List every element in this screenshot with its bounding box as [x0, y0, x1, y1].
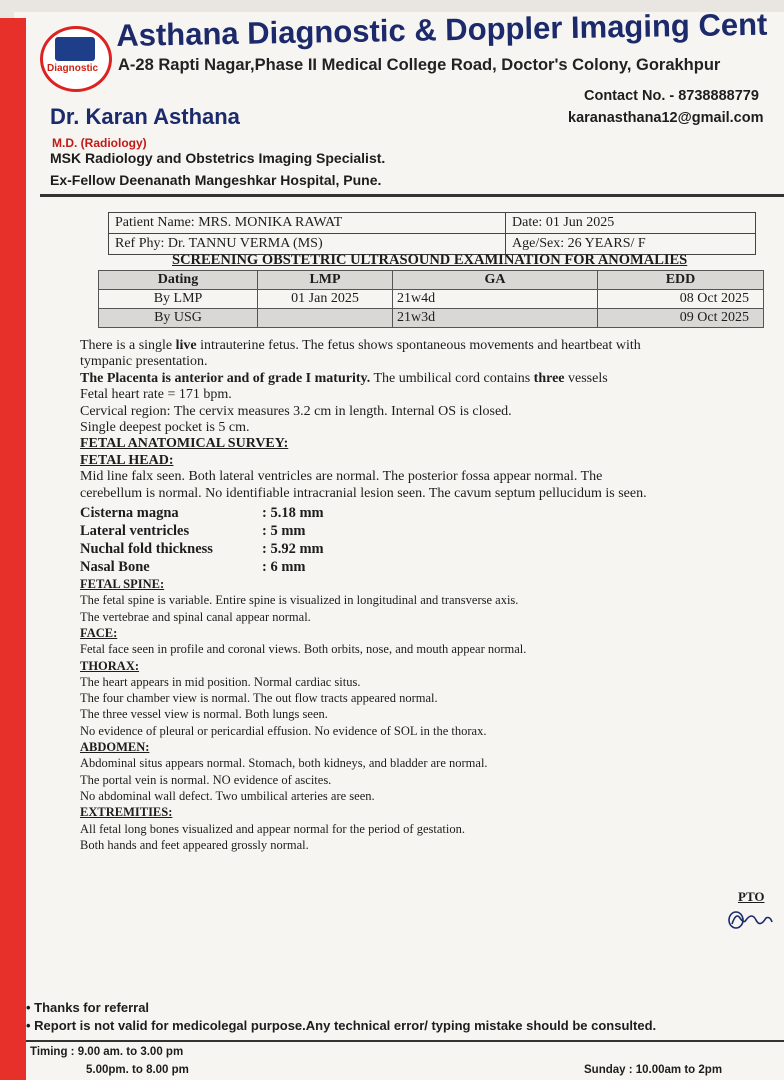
text-span: three [533, 370, 565, 386]
pto-label: PTO [738, 889, 765, 904]
measurement-label: Nuchal fold thickness [80, 541, 213, 558]
measurement-value: : 5.92 mm [262, 541, 324, 558]
report-date: Date: 01 Jun 2025 [506, 213, 756, 234]
table-cell [258, 309, 393, 328]
doctor-name: Dr. Karan Asthana [50, 104, 240, 129]
measurement-label: Lateral ventricles [80, 523, 190, 540]
doctor-fellowship: Ex-Fellow Deenanath Mangeshkar Hospital, Pune. [50, 172, 382, 188]
signature-stamp [726, 906, 774, 932]
center-address: A-28 Rapti Nagar,Phase II Medical College Road, Doctor's Colony, Gorakhpur [118, 56, 721, 74]
pocket-line: Single deepest pocket is 5 cm. [80, 420, 250, 436]
finding-line: Fetal face seen in profile and coronal views. Both orbits, nose, and mouth appear normal. [80, 642, 527, 657]
table-cell: 21w4d [393, 290, 598, 309]
dating-table [98, 270, 764, 328]
finding-line: tympanic presentation. [80, 354, 208, 370]
extremities-title: EXTREMITIES: [80, 805, 173, 820]
text-span: intrauterine fetus. The fetus shows spontaneous movements and heartbeat with [196, 338, 641, 353]
table-header: EDD [598, 271, 764, 290]
abdomen-title: ABDOMEN: [80, 740, 150, 755]
finding-line [80, 338, 780, 354]
finding-line: The four chamber view is normal. The out flow tracts appeared normal. [80, 691, 438, 706]
finding-line: No evidence of pleural or pericardial effusion. No evidence of SOL in the thorax. [80, 723, 487, 738]
table-header: LMP [258, 271, 393, 290]
report-body [80, 338, 780, 853]
finding-line: The heart appears in mid position. Normal cardiac situs. [80, 674, 361, 689]
text-span: live [175, 338, 197, 353]
contact-email: karanasthana12@gmail.com [568, 110, 764, 126]
finding-line: The three vessel view is normal. Both lungs seen. [80, 707, 328, 722]
header-divider [40, 194, 784, 197]
heart-rate-line: Fetal heart rate = 171 bpm. [80, 387, 232, 403]
survey-title: FETAL ANATOMICAL SURVEY: [80, 436, 289, 452]
patient-name: Patient Name: MRS. MONIKA RAWAT [109, 213, 506, 234]
finding-line [80, 371, 780, 387]
text-span: There is a single [80, 338, 176, 353]
measurement-row [80, 558, 780, 576]
table-cell: By USG [99, 309, 258, 328]
cervix-line: Cervical region: The cervix measures 3.2 cm in length. Internal OS is closed. [80, 403, 512, 419]
finding-line: The fetal spine is variable. Entire spine is visualized in longitudinal and transverse axis. [80, 593, 519, 608]
timing-weekday: Timing : 9.00 am. to 3.00 pm [30, 1046, 184, 1058]
text-span: Report is not valid for medicolegal purpose.Any technical error/ typing mistake should be consulted. [34, 1018, 657, 1033]
measurement-label: Nasal Bone [80, 559, 150, 576]
thorax-title: THORAX: [80, 658, 140, 673]
measurement-label: Cisterna magna [80, 505, 179, 522]
table-row [99, 290, 764, 309]
finding-line: Abdominal situs appears normal. Stomach, both kidneys, and bladder are normal. [80, 756, 488, 771]
table-header: Dating [99, 271, 258, 290]
contact-number: Contact No. - 8738888779 [584, 88, 759, 104]
finding-line: All fetal long bones visualized and appear normal for the period of gestation. [80, 821, 465, 836]
referring-physician: Ref Phy: Dr. TANNU VERMA (MS) [109, 234, 506, 255]
red-side-bar [0, 18, 26, 1080]
clinic-logo [40, 26, 112, 92]
table-cell: 09 Oct 2025 [598, 309, 764, 328]
logo-text: Diagnostic [47, 63, 99, 74]
finding-line: cerebellum is normal. No identifiable intracranial lesion seen. The cavum septum pellucidum is seen. [80, 485, 647, 501]
footer-divider [26, 1040, 784, 1042]
measurement-value: : 6 mm [262, 559, 306, 576]
table-row [99, 309, 764, 328]
measurement-value: : 5.18 mm [262, 505, 324, 522]
fetal-head-title: FETAL HEAD: [80, 452, 174, 468]
table-header-row [99, 271, 764, 290]
measurement-row [80, 522, 780, 540]
finding-line: Mid line falx seen. Both lateral ventricles are normal. The posterior fossa appear normal. The [80, 469, 603, 485]
table-cell: 01 Jan 2025 [258, 290, 393, 309]
timing-evening: 5.00pm. to 8.00 pm [86, 1064, 189, 1076]
finding-line: No abdominal wall defect. Two umbilical arteries are seen. [80, 788, 375, 803]
disclaimer-note: • Report is not valid for medicolegal purpose.Any technical error/ typing mistake should be consulted. [26, 1018, 657, 1033]
measurement-value: : 5 mm [262, 523, 306, 540]
spine-title: FETAL SPINE: [80, 577, 165, 592]
measurement-row [80, 504, 780, 522]
patient-table [108, 212, 756, 255]
measurement-row [80, 540, 780, 558]
center-name: Asthana Diagnostic & Doppler Imaging Cent [116, 6, 768, 53]
monitor-icon [55, 37, 95, 61]
text-span: The umbilical cord contains [370, 370, 534, 386]
age-sex: Age/Sex: 26 YEARS/ F [506, 234, 756, 255]
measurements-list [80, 504, 780, 576]
table-cell: 08 Oct 2025 [598, 290, 764, 309]
exam-title: SCREENING OBSTETRIC ULTRASOUND EXAMINATION FOR ANOMALIES [172, 252, 688, 268]
table-header: GA [393, 271, 598, 290]
finding-line: The portal vein is normal. NO evidence of ascites. [80, 772, 332, 787]
text-span: vessels [564, 370, 608, 386]
thanks-note: • Thanks for referral [26, 1000, 150, 1015]
timing-sunday: Sunday : 10.00am to 2pm [584, 1064, 723, 1076]
finding-line: The vertebrae and spinal canal appear normal. [80, 609, 311, 624]
face-title: FACE: [80, 625, 118, 640]
table-cell: 21w3d [393, 309, 598, 328]
text-span: Thanks for referral [34, 1000, 150, 1015]
finding-line: Both hands and feet appeared grossly normal. [80, 837, 309, 852]
doctor-specialty: MSK Radiology and Obstetrics Imaging Specialist. [50, 150, 386, 166]
table-cell: By LMP [99, 290, 258, 309]
text-span: The Placenta is anterior and of grade I maturity. [80, 370, 371, 386]
doctor-degree: M.D. (Radiology) [52, 136, 147, 150]
